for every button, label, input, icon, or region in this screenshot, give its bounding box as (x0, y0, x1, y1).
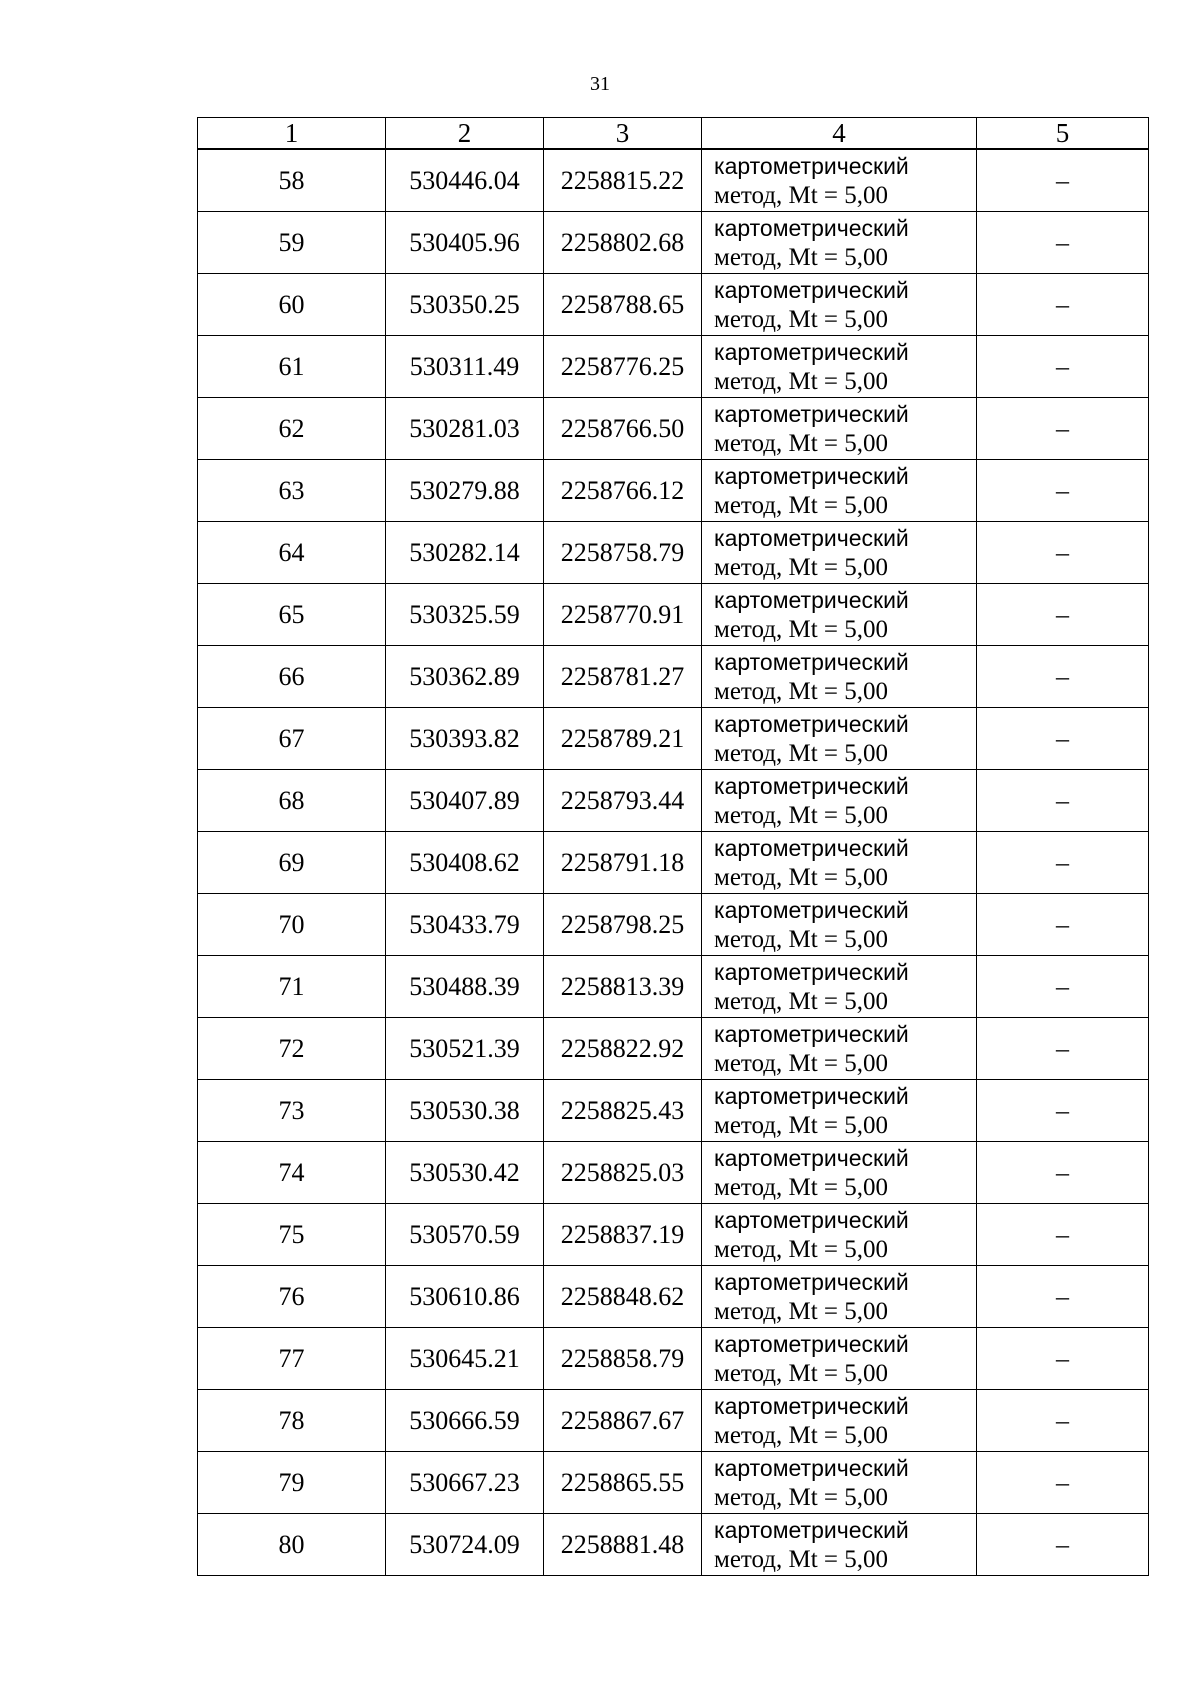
method-cell (702, 770, 977, 832)
method-line-1: картометрический (714, 276, 909, 303)
method-line-2: метод, Mt = 5,00 (714, 739, 889, 767)
x-coordinate-cell: 530282.14 (386, 522, 544, 584)
method-line-2: метод, Mt = 5,00 (714, 1483, 889, 1511)
column-5-cell: – (977, 1452, 1149, 1514)
header-col-5: 5 (977, 118, 1149, 150)
y-coordinate-cell: 2258865.55 (544, 1452, 702, 1514)
x-coordinate-cell: 530570.59 (386, 1204, 544, 1266)
point-number-cell: 75 (198, 1204, 386, 1266)
table-row (198, 1514, 1149, 1576)
y-coordinate-cell: 2258822.92 (544, 1018, 702, 1080)
header-col-4: 4 (702, 118, 977, 150)
x-coordinate-cell: 530433.79 (386, 894, 544, 956)
method-line-2: метод, Mt = 5,00 (714, 677, 889, 705)
table-row (198, 1266, 1149, 1328)
method-cell (702, 522, 977, 584)
column-5-cell: – (977, 212, 1149, 274)
y-coordinate-cell: 2258858.79 (544, 1328, 702, 1390)
y-coordinate-cell: 2258867.67 (544, 1390, 702, 1452)
method-cell (702, 956, 977, 1018)
method-line-2: метод, Mt = 5,00 (714, 1545, 889, 1573)
point-number-cell: 65 (198, 584, 386, 646)
x-coordinate-cell: 530408.62 (386, 832, 544, 894)
column-5-cell: – (977, 770, 1149, 832)
y-coordinate-cell: 2258815.22 (544, 149, 702, 212)
point-number-cell: 76 (198, 1266, 386, 1328)
x-coordinate-cell: 530446.04 (386, 149, 544, 212)
method-line-2: метод, Mt = 5,00 (714, 1049, 889, 1077)
x-coordinate-cell: 530610.86 (386, 1266, 544, 1328)
method-line-2: метод, Mt = 5,00 (714, 615, 889, 643)
point-number-cell: 73 (198, 1080, 386, 1142)
coordinates-table (197, 117, 1149, 1576)
method-cell (702, 646, 977, 708)
point-number-cell: 61 (198, 336, 386, 398)
method-line-1: картометрический (714, 1144, 909, 1171)
method-line-1: картометрический (714, 1082, 909, 1109)
method-cell (702, 1514, 977, 1576)
method-line-1: картометрический (714, 772, 909, 799)
method-line-2: метод, Mt = 5,00 (714, 553, 889, 581)
method-line-1: картометрический (714, 1516, 909, 1543)
header-col-3: 3 (544, 118, 702, 150)
method-line-1: картометрический (714, 338, 909, 365)
column-5-cell: – (977, 1080, 1149, 1142)
y-coordinate-cell: 2258837.19 (544, 1204, 702, 1266)
method-line-2: метод, Mt = 5,00 (714, 801, 889, 829)
x-coordinate-cell: 530311.49 (386, 336, 544, 398)
column-5-cell: – (977, 398, 1149, 460)
y-coordinate-cell: 2258791.18 (544, 832, 702, 894)
table-row (198, 584, 1149, 646)
method-line-1: картометрический (714, 834, 909, 861)
method-line-1: картометрический (714, 958, 909, 985)
column-5-cell: – (977, 1390, 1149, 1452)
point-number-cell: 68 (198, 770, 386, 832)
y-coordinate-cell: 2258781.27 (544, 646, 702, 708)
method-line-1: картометрический (714, 1392, 909, 1419)
y-coordinate-cell: 2258802.68 (544, 212, 702, 274)
method-cell (702, 584, 977, 646)
method-cell (702, 336, 977, 398)
column-5-cell: – (977, 274, 1149, 336)
method-cell (702, 212, 977, 274)
table-row (198, 894, 1149, 956)
method-line-2: метод, Mt = 5,00 (714, 1235, 889, 1263)
y-coordinate-cell: 2258770.91 (544, 584, 702, 646)
method-line-2: метод, Mt = 5,00 (714, 1111, 889, 1139)
point-number-cell: 74 (198, 1142, 386, 1204)
x-coordinate-cell: 530407.89 (386, 770, 544, 832)
y-coordinate-cell: 2258793.44 (544, 770, 702, 832)
column-5-cell: – (977, 336, 1149, 398)
column-5-cell: – (977, 149, 1149, 212)
column-5-cell: – (977, 646, 1149, 708)
method-line-1: картометрический (714, 214, 909, 241)
table-body (198, 149, 1149, 1576)
table-row (198, 1142, 1149, 1204)
method-line-2: метод, Mt = 5,00 (714, 1173, 889, 1201)
method-line-2: метод, Mt = 5,00 (714, 367, 889, 395)
y-coordinate-cell: 2258881.48 (544, 1514, 702, 1576)
method-line-2: метод, Mt = 5,00 (714, 1421, 889, 1449)
header-col-2: 2 (386, 118, 544, 150)
x-coordinate-cell: 530279.88 (386, 460, 544, 522)
point-number-cell: 69 (198, 832, 386, 894)
x-coordinate-cell: 530362.89 (386, 646, 544, 708)
method-line-1: картометрический (714, 462, 909, 489)
method-cell (702, 149, 977, 212)
method-line-2: метод, Mt = 5,00 (714, 181, 889, 209)
point-number-cell: 79 (198, 1452, 386, 1514)
page-number: 31 (590, 73, 610, 95)
table-row (198, 956, 1149, 1018)
table-row (198, 1080, 1149, 1142)
method-line-2: метод, Mt = 5,00 (714, 305, 889, 333)
column-5-cell: – (977, 956, 1149, 1018)
table-row (198, 1204, 1149, 1266)
y-coordinate-cell: 2258766.12 (544, 460, 702, 522)
method-cell (702, 708, 977, 770)
method-line-1: картометрический (714, 896, 909, 923)
method-line-2: метод, Mt = 5,00 (714, 1359, 889, 1387)
x-coordinate-cell: 530325.59 (386, 584, 544, 646)
column-5-cell: – (977, 1018, 1149, 1080)
y-coordinate-cell: 2258789.21 (544, 708, 702, 770)
method-line-2: метод, Mt = 5,00 (714, 1297, 889, 1325)
method-line-1: картометрический (714, 710, 909, 737)
y-coordinate-cell: 2258848.62 (544, 1266, 702, 1328)
method-line-1: картометрический (714, 1330, 909, 1357)
point-number-cell: 67 (198, 708, 386, 770)
method-cell (702, 1452, 977, 1514)
column-5-cell: – (977, 1266, 1149, 1328)
method-line-1: картометрический (714, 586, 909, 613)
method-line-1: картометрический (714, 400, 909, 427)
method-line-2: метод, Mt = 5,00 (714, 925, 889, 953)
y-coordinate-cell: 2258788.65 (544, 274, 702, 336)
x-coordinate-cell: 530645.21 (386, 1328, 544, 1390)
column-5-cell: – (977, 460, 1149, 522)
method-line-2: метод, Mt = 5,00 (714, 429, 889, 457)
table-row (198, 1328, 1149, 1390)
point-number-cell: 60 (198, 274, 386, 336)
table-row (198, 336, 1149, 398)
point-number-cell: 58 (198, 149, 386, 212)
point-number-cell: 70 (198, 894, 386, 956)
x-coordinate-cell: 530488.39 (386, 956, 544, 1018)
column-5-cell: – (977, 1514, 1149, 1576)
table-row (198, 522, 1149, 584)
table-row (198, 1018, 1149, 1080)
method-line-1: картометрический (714, 152, 909, 179)
point-number-cell: 59 (198, 212, 386, 274)
method-cell (702, 1142, 977, 1204)
method-line-1: картометрический (714, 524, 909, 551)
x-coordinate-cell: 530393.82 (386, 708, 544, 770)
header-row (198, 118, 1149, 150)
method-line-2: метод, Mt = 5,00 (714, 491, 889, 519)
point-number-cell: 62 (198, 398, 386, 460)
method-cell (702, 460, 977, 522)
method-line-2: метод, Mt = 5,00 (714, 863, 889, 891)
method-line-2: метод, Mt = 5,00 (714, 243, 889, 271)
table-row (198, 1452, 1149, 1514)
point-number-cell: 80 (198, 1514, 386, 1576)
y-coordinate-cell: 2258825.03 (544, 1142, 702, 1204)
method-cell (702, 1204, 977, 1266)
x-coordinate-cell: 530530.42 (386, 1142, 544, 1204)
x-coordinate-cell: 530530.38 (386, 1080, 544, 1142)
x-coordinate-cell: 530350.25 (386, 274, 544, 336)
x-coordinate-cell: 530724.09 (386, 1514, 544, 1576)
table-row (198, 274, 1149, 336)
column-5-cell: – (977, 522, 1149, 584)
column-5-cell: – (977, 894, 1149, 956)
column-5-cell: – (977, 1204, 1149, 1266)
x-coordinate-cell: 530667.23 (386, 1452, 544, 1514)
column-5-cell: – (977, 1328, 1149, 1390)
table-row (198, 149, 1149, 212)
method-cell (702, 1080, 977, 1142)
table-row (198, 398, 1149, 460)
table-row (198, 460, 1149, 522)
x-coordinate-cell: 530521.39 (386, 1018, 544, 1080)
point-number-cell: 66 (198, 646, 386, 708)
method-line-1: картометрический (714, 1020, 909, 1047)
method-line-2: метод, Mt = 5,00 (714, 987, 889, 1015)
header-col-1: 1 (198, 118, 386, 150)
point-number-cell: 77 (198, 1328, 386, 1390)
table-row (198, 770, 1149, 832)
column-5-cell: – (977, 1142, 1149, 1204)
method-line-1: картометрический (714, 1268, 909, 1295)
table-row (198, 708, 1149, 770)
method-cell (702, 1018, 977, 1080)
x-coordinate-cell: 530405.96 (386, 212, 544, 274)
table-header (198, 118, 1149, 150)
column-5-cell: – (977, 708, 1149, 770)
point-number-cell: 64 (198, 522, 386, 584)
point-number-cell: 72 (198, 1018, 386, 1080)
x-coordinate-cell: 530666.59 (386, 1390, 544, 1452)
point-number-cell: 63 (198, 460, 386, 522)
y-coordinate-cell: 2258813.39 (544, 956, 702, 1018)
point-number-cell: 78 (198, 1390, 386, 1452)
y-coordinate-cell: 2258798.25 (544, 894, 702, 956)
method-line-1: картометрический (714, 1206, 909, 1233)
y-coordinate-cell: 2258825.43 (544, 1080, 702, 1142)
method-cell (702, 1328, 977, 1390)
y-coordinate-cell: 2258776.25 (544, 336, 702, 398)
table-row (198, 212, 1149, 274)
table-row (198, 646, 1149, 708)
x-coordinate-cell: 530281.03 (386, 398, 544, 460)
y-coordinate-cell: 2258766.50 (544, 398, 702, 460)
point-number-cell: 71 (198, 956, 386, 1018)
method-cell (702, 398, 977, 460)
table-row (198, 1390, 1149, 1452)
column-5-cell: – (977, 832, 1149, 894)
method-cell (702, 894, 977, 956)
method-cell (702, 274, 977, 336)
method-cell (702, 832, 977, 894)
method-line-1: картометрический (714, 648, 909, 675)
table-row (198, 832, 1149, 894)
method-cell (702, 1390, 977, 1452)
method-line-1: картометрический (714, 1454, 909, 1481)
y-coordinate-cell: 2258758.79 (544, 522, 702, 584)
column-5-cell: – (977, 584, 1149, 646)
method-cell (702, 1266, 977, 1328)
